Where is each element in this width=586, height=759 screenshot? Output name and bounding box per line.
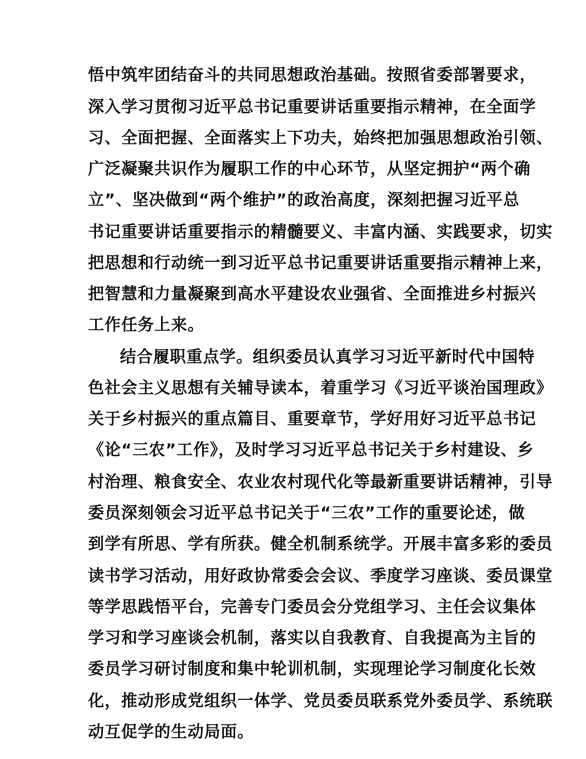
text-line: 书记重要讲话重要指示的精髓要义、丰富内涵、实践要求，切实 [88,222,553,241]
text-line: 化，推动形成党组织一体学、党员委员联系党外委员学、系统联 [88,691,553,710]
text-line: 关于乡村振兴的重点篇目、重要章节，学好用好习近平总书记 [88,409,537,428]
text-line: 委员深刻领会习近平总书记关于“三农”工作的重要论述，做 [88,503,526,522]
text-line: 等学思践悟平台，完善专门委员会分党组学习、主任会议集体 [88,597,537,616]
text-line: 《论“三农”工作》，及时学习习近平总书记关于乡村建设、乡 [88,440,534,459]
text-line: 到学有所思、学有所获。健全机制系统学。开展丰富多彩的委员 [88,534,553,553]
text-line: 色社会主义思想有关辅导读本，着重学习《习近平谈治国理政》 [88,378,553,397]
text-line: 委员学习研讨制度和集中轮训机制，实现理论学习制度化长效 [88,659,537,678]
text-line: 习、全面把握、全面落实上下功夫，始终把加强思想政治引领、 [88,128,553,147]
text-line: 动互促学的生动局面。 [88,722,255,741]
text-line: 把智慧和力量凝聚到高水平建设农业强省、全面推进乡村振兴 [88,284,537,303]
text-line: 读书学习活动，用好政协常委会会议、季度学习座谈、委员课堂 [88,566,553,585]
text-line: 广泛凝聚共识作为履职工作的中心环节，从坚定拥护“两个确 [88,159,531,178]
text-line: 村治理、粮食安全、农业农村现代化等最新重要讲话精神，引导 [88,472,553,491]
text-line: 立”、坚决做到“两个维护”的政治高度，深刻把握习近平总 [88,190,520,209]
text-line: 工作任务上来。 [88,315,205,334]
text-line: 结合履职重点学。组织委员认真学习习近平新时代中国特 [120,347,536,366]
text-line: 深入学习贯彻习近平总书记重要讲话重要指示精神，在全面学 [88,97,537,116]
text-line: 悟中筑牢团结奋斗的共同思想政治基础。按照省委部署要求， [88,65,537,84]
text-line: 把思想和行动统一到习近平总书记重要讲话重要指示精神上来， [88,253,553,272]
text-line: 学习和学习座谈会机制，落实以自我教育、自我提高为主旨的 [88,628,537,647]
